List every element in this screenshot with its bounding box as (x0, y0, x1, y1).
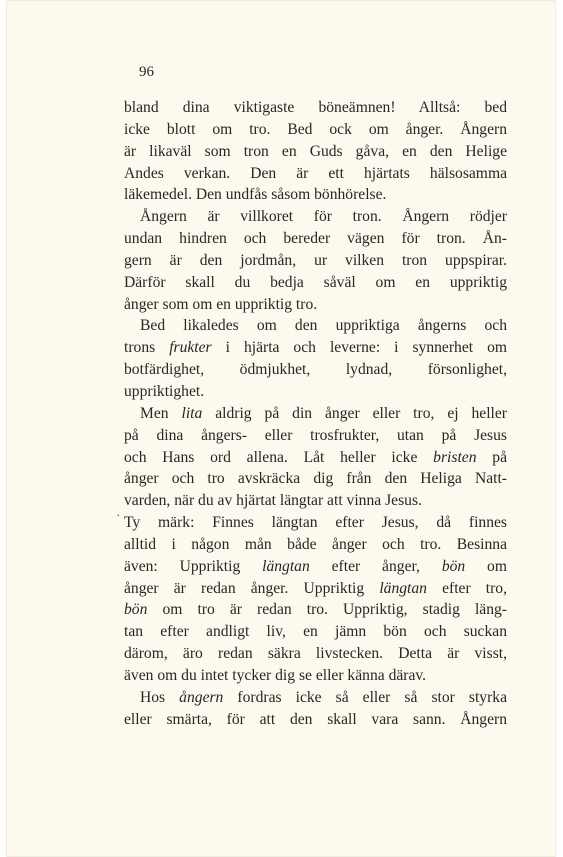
emphasized-text: frukter (169, 339, 212, 357)
text-segment: alltid i någon mån både ånger och tro. Besinna (124, 535, 507, 553)
text-segment: även: Uppriktig (124, 557, 263, 575)
text-segment: icke blott om tro. Bed ock om ånger. Ångern (124, 120, 507, 138)
text-segment: Hos (140, 688, 180, 706)
text-segment: eller smärta, för att den skall vara sann. Ångern (124, 710, 507, 728)
text-line (124, 468, 507, 490)
text-line (124, 425, 507, 447)
text-segment: Bed likaledes om den uppriktiga ångerns och (140, 317, 507, 335)
text-segment: ånger och tro avskräcka dig från den Heliga Natt- (124, 470, 507, 488)
text-line (124, 687, 507, 709)
text-segment: bland dina viktigaste böneämnen! Alltså: bed (124, 99, 507, 116)
text-segment: och Hans ord allena. Låt heller icke (124, 448, 434, 466)
emphasized-text: bön (124, 601, 148, 619)
text-line (124, 709, 507, 731)
text-segment: är likaväl som tron en Guds gåva, en den Helige (124, 142, 507, 160)
text-segment: botfärdighet, ödmjukhet, lydnad, försonlighet, (124, 361, 507, 379)
text-line (124, 599, 507, 621)
text-line (124, 447, 507, 469)
text-line (124, 490, 507, 512)
margin-mark: · (116, 509, 121, 524)
text-segment: trons (124, 339, 170, 357)
text-line (124, 206, 507, 228)
text-line (124, 272, 507, 294)
text-segment: på dina ångers- eller trosfrukter, utan på Jesus (124, 426, 507, 444)
text-segment: därom, äro redan säkra livstecken. Detta är visst, (124, 645, 507, 663)
emphasized-text: lita (181, 404, 203, 422)
emphasized-text: bristen (433, 448, 477, 466)
text-segment: i hjärta och leverne: i synnerhet om (211, 339, 508, 357)
text-line (124, 643, 507, 665)
text-line (124, 665, 507, 687)
text-line (124, 534, 507, 556)
text-line (124, 163, 507, 185)
text-line (124, 97, 507, 119)
emphasized-text: längtan (379, 579, 427, 597)
text-line (124, 556, 507, 578)
text-line (124, 381, 507, 403)
text-segment: aldrig på din ånger eller tro, ej heller (202, 404, 507, 422)
text-segment: läkemedel. Den undfås såsom bönhörelse. (124, 186, 387, 204)
text-segment: på (476, 448, 507, 466)
text-segment: tan efter andligt liv, en jämn bön och suckan (124, 623, 507, 641)
text-line (124, 184, 507, 206)
text-line (124, 403, 507, 425)
text-line (124, 337, 507, 359)
text-segment: Ångern är villkoret för tron. Ångern rödjer (140, 208, 507, 226)
text-segment: Andes verkan. Den är ett hjärtats hälsosamma (124, 164, 507, 182)
text-segment: även om du intet tycker dig se eller känna därav. (124, 666, 427, 684)
text-segment: efter ånger, (309, 557, 442, 575)
text-segment: undan hindren och bereder vägen för tron. Ån- (124, 230, 507, 248)
emphasized-text: bön (441, 557, 466, 575)
body-text (124, 97, 507, 730)
text-segment: Ty märk: Finnes längtan efter Jesus, då finnes (124, 514, 507, 532)
text-segment: varden, när du av hjärtat längtar att vinna Jesus. (124, 492, 422, 510)
text-segment: fordras icke så eller så stor styrka (223, 688, 507, 706)
text-segment: uppriktighet. (124, 382, 205, 400)
text-line (124, 294, 507, 316)
text-segment: om (465, 557, 507, 575)
book-page (6, 0, 556, 857)
text-segment: Därför skall du bedja såväl om en uppriktig (124, 273, 507, 291)
text-line (124, 228, 507, 250)
text-segment: ånger som om en uppriktig tro. (124, 295, 318, 313)
text-line (124, 315, 507, 337)
text-line (124, 578, 507, 600)
text-segment: Men (140, 404, 182, 422)
text-line (124, 359, 507, 381)
text-line (124, 512, 507, 534)
page-number: 96 (139, 64, 154, 80)
text-line (124, 119, 507, 141)
text-line (124, 621, 507, 643)
emphasized-text: längtan (262, 557, 310, 575)
text-line (124, 141, 507, 163)
text-segment: efter tro, (426, 579, 508, 597)
text-segment: om tro är redan tro. Uppriktig, stadig läng- (147, 601, 507, 619)
text-line (124, 250, 507, 272)
emphasized-text: ångern (179, 688, 224, 706)
text-segment: gern är den jordmån, ur vilken tron uppspirar. (124, 251, 507, 269)
text-segment: ånger är redan ånger. Uppriktig (124, 579, 380, 597)
